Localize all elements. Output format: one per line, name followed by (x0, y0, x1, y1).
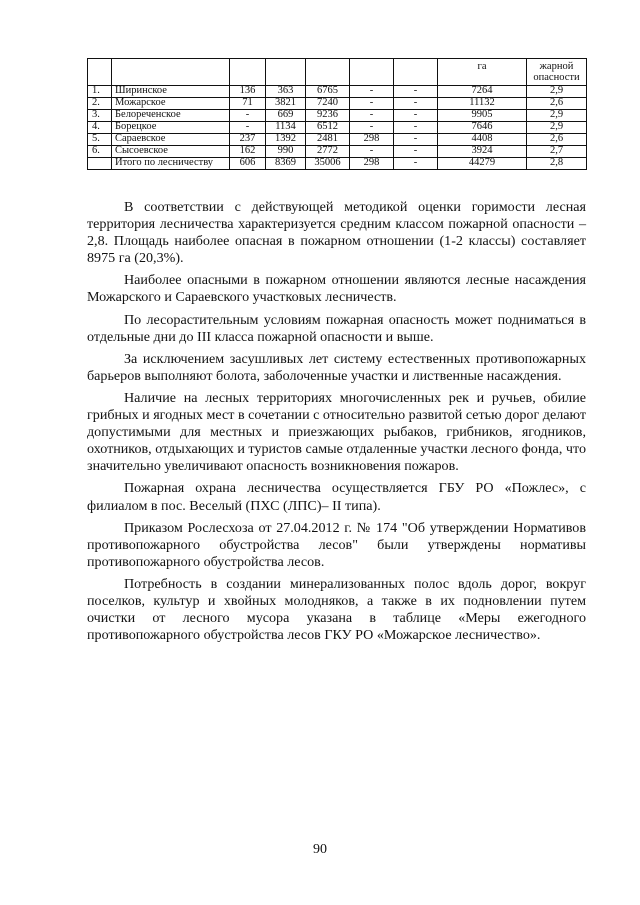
hazard-class: 2,9 (527, 86, 587, 98)
table-header-row (88, 72, 587, 86)
table-row (88, 122, 587, 134)
table-total-row (88, 158, 587, 170)
area-value: 7264 (438, 86, 527, 98)
cell-value: 7240 (306, 98, 350, 110)
table-row (88, 110, 587, 122)
cell-value: - (394, 86, 438, 98)
page-number: 90 (313, 842, 327, 857)
cell-value: - (350, 86, 394, 98)
area-value: 9905 (438, 110, 527, 122)
cell-value: 298 (350, 158, 394, 170)
cell-value: - (350, 146, 394, 158)
forestry-name: Можарское (112, 98, 230, 110)
cell-value: 1134 (266, 122, 306, 134)
forestry-name: Белореченское (112, 110, 230, 122)
cell-value: - (230, 110, 266, 122)
hazard-class: 2,6 (527, 134, 587, 146)
cell-value: 2772 (306, 146, 350, 158)
forestry-name: Сысоевское (112, 146, 230, 158)
paragraph: Наличие на лесных территориях многочисленных рек и ручьев, обилие грибных и ягодных мест в сочетании с относительно развитой сетью дорог делают допустимыми для местных и приезжающих рыбаков, грибников, ягодников, охотников, отдыхающих и туристов самые отдаленные участки лесного фонда, что значительно увеличивают опасность возникновения пожаров. (87, 389, 586, 475)
header-hazard-line1: жарной (527, 59, 587, 73)
cell-value: - (394, 146, 438, 158)
paragraph: Наиболее опасными в пожарном отношении являются лесные насаждения Можарского и Сараевского участковых лесничеств. (87, 272, 586, 306)
paragraph: За исключением засушливых лет систему естественных противопожарных барьеров выполняют болота, заболоченные участки и лиственные насаждения. (87, 350, 586, 384)
area-value: 7646 (438, 122, 527, 134)
cell-value: - (394, 98, 438, 110)
row-number: 2. (88, 98, 112, 110)
cell-value: 363 (266, 86, 306, 98)
paragraph: В соответствии с действующей методикой оценки горимости лесная территория лесничества характеризуется средним классом пожарной опасности – 2,8. Площадь наиболее опасная в пожарном отношении (1-2 классы) составляет 8975 га (20,3%). (87, 199, 586, 267)
cell-value: 669 (266, 110, 306, 122)
cell-value: - (230, 122, 266, 134)
table-header-row (88, 59, 587, 73)
cell-value: 136 (230, 86, 266, 98)
table-row (88, 146, 587, 158)
area-value: 11132 (438, 98, 527, 110)
cell-value: - (394, 110, 438, 122)
cell-value: 1392 (266, 134, 306, 146)
cell-value: 35006 (306, 158, 350, 170)
row-number: 4. (88, 122, 112, 134)
cell-value: - (394, 158, 438, 170)
hazard-class: 2,8 (527, 158, 587, 170)
cell-value: 237 (230, 134, 266, 146)
forestry-name: Сараевское (112, 134, 230, 146)
area-value: 44279 (438, 158, 527, 170)
cell-value: - (394, 134, 438, 146)
body-text (87, 199, 586, 649)
area-value: 4408 (438, 134, 527, 146)
row-number: 5. (88, 134, 112, 146)
total-label: Итого по лесничеству (112, 158, 230, 170)
cell-value: 6512 (306, 122, 350, 134)
cell-value: 162 (230, 146, 266, 158)
cell-value: 8369 (266, 158, 306, 170)
area-value: 3924 (438, 146, 527, 158)
forestry-fire-table (87, 58, 587, 170)
cell-value: 990 (266, 146, 306, 158)
paragraph: Пожарная охрана лесничества осуществляется ГБУ РО «Пожлес», с филиалом в пос. Веселый (ПХС (ЛПС)– II типа). (87, 480, 586, 514)
hazard-class: 2,9 (527, 110, 587, 122)
forestry-name: Борецкое (112, 122, 230, 134)
hazard-class: 2,6 (527, 98, 587, 110)
table-row (88, 86, 587, 98)
hazard-class: 2,7 (527, 146, 587, 158)
cell-value: 71 (230, 98, 266, 110)
forestry-name: Ширинское (112, 86, 230, 98)
header-hazard-line2: опасности (527, 72, 587, 86)
cell-value: 3821 (266, 98, 306, 110)
cell-value: 9236 (306, 110, 350, 122)
paragraph: Приказом Рослесхоза от 27.04.2012 г. № 174 "Об утверждении Нормативов противопожарного обустройства лесов" были утверждены нормативы противопожарного обустройства лесов. (87, 519, 586, 570)
cell-value: - (350, 122, 394, 134)
row-number: 6. (88, 146, 112, 158)
table-row (88, 134, 587, 146)
row-number: 3. (88, 110, 112, 122)
cell-value: - (350, 98, 394, 110)
cell-value: - (350, 110, 394, 122)
paragraph: Потребность в создании минерализованных полос вдоль дорог, вокруг поселков, культур и хвойных молодняков, а также в их подновлении путем очистки от лесного мусора указана в таблице «Меры ежегодного противопожарного обустройства лесов ГКУ РО «Можарское лесничество». (87, 575, 586, 644)
table-row (88, 98, 587, 110)
cell-value: 6765 (306, 86, 350, 98)
header-area-unit: га (438, 59, 527, 73)
cell-value: 2481 (306, 134, 350, 146)
cell-value: 606 (230, 158, 266, 170)
cell-value: - (394, 122, 438, 134)
hazard-class: 2,9 (527, 122, 587, 134)
cell-value: 298 (350, 134, 394, 146)
paragraph: По лесорастительным условиям пожарная опасность может подниматься в отдельные дни до III класса пожарной опасности и выше. (87, 311, 586, 345)
row-number: 1. (88, 86, 112, 98)
